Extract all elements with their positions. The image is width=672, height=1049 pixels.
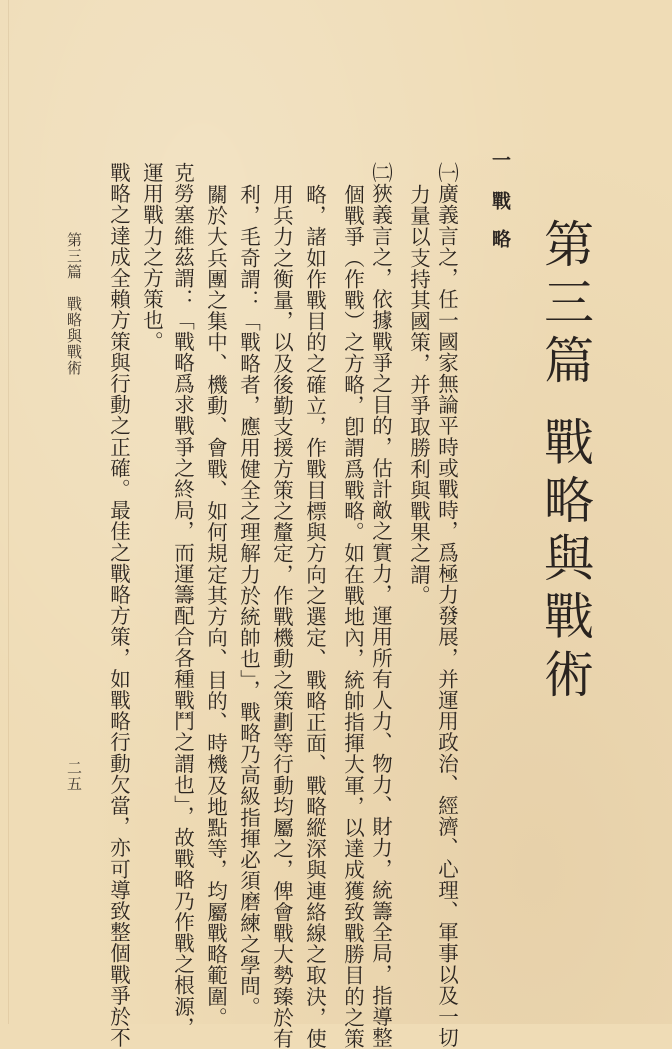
section-heading: 一 戰 略 <box>489 150 511 248</box>
body-column-9: 克勞塞維茲謂：「戰略爲求戰爭之終局，而運籌配合各種戰鬥之謂也」，故戰略乃作戰之根源， <box>170 162 195 1038</box>
page-edge-shadow <box>8 0 9 1024</box>
body-column-10: 運用戰力之方策也。 <box>139 162 164 352</box>
body-column-11: 戰略之達成全賴方策與行動之正確。最佳之戰略方策，如戰略行動欠當，亦可導致整個戰爭於不 <box>106 162 131 1049</box>
chapter-number: 第三篇 <box>536 218 594 392</box>
body-column-2: 力量以支持其國策，并爭取勝利與戰果之謂。 <box>406 184 431 606</box>
body-column-6: 用兵力之衡量，以及後勤支援方策之釐定，作戰機動之策劃等行動均屬之，俾會戰大勢臻於有 <box>269 184 294 1049</box>
chapter-topic: 戰略與戰術 <box>536 416 594 706</box>
body-column-7: 利，毛奇謂：「戰略者，應用健全之理解力於統帥也」，戰略乃高級指揮必須磨練之學問。 <box>236 184 261 1018</box>
body-column-5: 略，諸如作戰目的之確立，作戰目標與方向之選定、戰略正面、戰略縱深與連絡線之取決，使 <box>302 184 327 1049</box>
running-head: 第三篇 戰略與戰術 <box>65 232 83 376</box>
body-column-3: ㈡狹義言之，依據戰爭之目的，估計敵之實力，運用所有人力、物力、財力，統籌全局，指導整 <box>368 162 393 1049</box>
body-column-8: 關於大兵團之集中、機動、會戰、如何規定其方向、目的、時機及地點等，均屬戰略範圍。 <box>203 184 228 1028</box>
chapter-title <box>536 218 594 706</box>
body-column-4: 個戰爭（作戰）之方略，卽謂爲戰略。如在戰地內，統帥指揮大軍，以達成獲致戰勝目的之策 <box>340 184 365 1049</box>
page-number: 二五 <box>65 760 83 792</box>
body-column-1: ㈠廣義言之，任一國家無論平時或戰時，爲極力發展，并運用政治、經濟、心理、軍事以及一切 <box>434 162 459 1049</box>
